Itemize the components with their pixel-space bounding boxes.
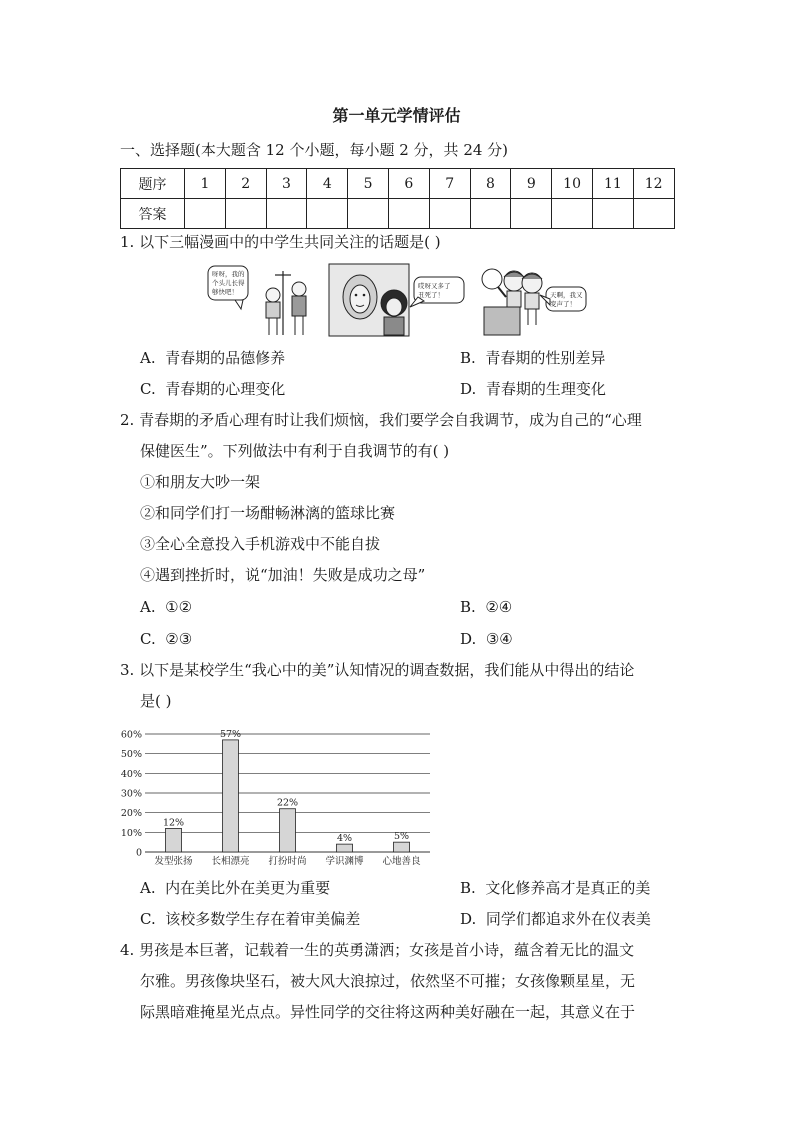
answer-cell[interactable] bbox=[388, 199, 429, 229]
answer-cell[interactable] bbox=[429, 199, 470, 229]
table-number-cell: 1 bbox=[185, 169, 226, 199]
answer-table bbox=[120, 168, 675, 229]
q3-option-c[interactable] bbox=[140, 908, 360, 930]
chart-bar bbox=[280, 809, 296, 852]
option-text: 青春期的性别差异 bbox=[485, 349, 606, 367]
q1-option-b[interactable] bbox=[460, 347, 605, 369]
table-header-cell: 答案 bbox=[121, 199, 185, 229]
bubble-text: 丑死了！ bbox=[418, 291, 444, 299]
chart-data-label: 57% bbox=[219, 728, 242, 740]
chart-x-tick-label: 心地善良 bbox=[382, 856, 421, 867]
chart-x-tick-label: 发型张扬 bbox=[154, 856, 193, 867]
q3-option-d[interactable] bbox=[460, 908, 651, 930]
answer-cell[interactable] bbox=[185, 199, 226, 229]
chart-x-axis bbox=[154, 855, 421, 867]
q2-option-b[interactable] bbox=[460, 596, 512, 618]
q3-option-b[interactable] bbox=[460, 877, 650, 899]
q3-stem-line2: 是( ) bbox=[140, 692, 172, 710]
option-label: C. bbox=[140, 380, 156, 398]
table-number-cell: 6 bbox=[388, 169, 429, 199]
option-label: D. bbox=[460, 910, 477, 928]
table-number-cell: 9 bbox=[511, 169, 552, 199]
chart-y-tick-label: 60% bbox=[120, 729, 142, 741]
option-text: ②④ bbox=[485, 598, 513, 616]
option-text: 文化修养高才是真正的美 bbox=[485, 879, 651, 897]
chart-data-label: 12% bbox=[162, 817, 185, 829]
option-label: A. bbox=[140, 598, 156, 616]
answer-cell[interactable] bbox=[552, 199, 593, 229]
option-text: 内在美比外在美更为重要 bbox=[165, 879, 331, 897]
q2-item: ②和同学们打一场酣畅淋漓的篮球比赛 bbox=[140, 504, 396, 522]
table-number-cell: 12 bbox=[633, 169, 674, 199]
option-label: C. bbox=[140, 630, 156, 648]
answer-cell[interactable] bbox=[225, 199, 266, 229]
table-number-cell: 5 bbox=[348, 169, 389, 199]
answer-cell[interactable] bbox=[470, 199, 511, 229]
q3-option-a[interactable] bbox=[140, 877, 330, 899]
option-text: ②③ bbox=[165, 630, 193, 648]
q2-item: ④遇到挫折时，说“加油！失败是成功之母” bbox=[140, 566, 426, 584]
survey-bar-chart bbox=[115, 720, 435, 870]
option-label: C. bbox=[140, 910, 156, 928]
chart-x-tick-label: 学识渊博 bbox=[325, 856, 364, 867]
page-title: 第一单元学情评估 bbox=[332, 106, 461, 125]
chart-x-tick-label: 打扮时尚 bbox=[268, 856, 307, 867]
q2-item: ①和朋友大吵一架 bbox=[140, 473, 261, 491]
option-text: ③④ bbox=[485, 630, 513, 648]
option-label: B. bbox=[460, 598, 476, 616]
table-number-cell: 11 bbox=[592, 169, 633, 199]
option-text: ①② bbox=[165, 598, 193, 616]
bubble-text: 个头儿长得 bbox=[212, 279, 245, 287]
cartoon-growth-illustration bbox=[205, 263, 317, 337]
table-number-cell: 4 bbox=[307, 169, 348, 199]
chart-bar bbox=[166, 828, 182, 852]
chart-y-axis bbox=[121, 730, 142, 859]
chart-y-tick-label: 50% bbox=[120, 749, 142, 761]
bubble-text: 天啊，我又 bbox=[550, 291, 583, 299]
cartoon-voice-illustration bbox=[470, 263, 590, 337]
chart-data-label: 4% bbox=[336, 833, 353, 845]
answer-cell[interactable] bbox=[592, 199, 633, 229]
answer-cell[interactable] bbox=[266, 199, 307, 229]
section-heading: 一、选择题(本大题含 12 个小题，每小题 2 分，共 24 分) bbox=[120, 141, 509, 159]
answer-cell[interactable] bbox=[307, 199, 348, 229]
chart-bar bbox=[337, 844, 353, 852]
chart-data-label: 22% bbox=[276, 797, 299, 809]
answer-cell[interactable] bbox=[511, 199, 552, 229]
bubble-text: 哎呀又多了 bbox=[418, 282, 451, 290]
bubble-text: 呀呀，我的 bbox=[212, 270, 245, 278]
table-number-cell: 7 bbox=[429, 169, 470, 199]
option-label: A. bbox=[140, 879, 156, 897]
table-row-answers bbox=[121, 199, 675, 229]
option-text: 该校多数学生存在着审美偏差 bbox=[165, 910, 361, 928]
chart-y-tick-label: 10% bbox=[120, 827, 142, 839]
q2-item: ③全心全意投入手机游戏中不能自拔 bbox=[140, 535, 381, 553]
bubble-text: 够快吧！ bbox=[212, 288, 238, 296]
q2-stem-line1: 2. 青春期的矛盾心理有时让我们烦恼，我们要学会自我调节，成为自己的“心理 bbox=[120, 411, 642, 429]
q3-stem-line1: 3. 以下是某校学生“我心中的美”认知情况的调查数据，我们能从中得出的结论 bbox=[120, 661, 635, 679]
chart-y-tick-label: 20% bbox=[120, 808, 142, 820]
q2-option-d[interactable] bbox=[460, 628, 513, 650]
option-label: B. bbox=[460, 349, 476, 367]
table-number-cell: 2 bbox=[225, 169, 266, 199]
q1-option-d[interactable] bbox=[460, 378, 606, 400]
q2-stem-line2: 保健医生”。下列做法中有利于自我调节的有( ) bbox=[140, 442, 450, 460]
answer-cell[interactable] bbox=[633, 199, 674, 229]
bubble-text: 变声了！ bbox=[550, 300, 576, 308]
chart-bar bbox=[394, 842, 410, 852]
option-text: 青春期的生理变化 bbox=[485, 380, 606, 398]
option-label: A. bbox=[140, 349, 156, 367]
chart-y-tick-label: 30% bbox=[120, 788, 142, 800]
q2-option-c[interactable] bbox=[140, 628, 192, 650]
option-text: 青春期的品德修养 bbox=[165, 349, 286, 367]
q4-line1: 4. 男孩是本巨著，记载着一生的英勇潇洒；女孩是首小诗，蕴含着无比的温文 bbox=[120, 941, 635, 959]
option-text: 同学们都追求外在仪表美 bbox=[485, 910, 651, 928]
cartoon-mirror-illustration bbox=[328, 263, 468, 337]
option-label: B. bbox=[460, 879, 476, 897]
q1-stem: 1. 以下三幅漫画中的中学生共同关注的话题是( ) bbox=[120, 233, 441, 251]
chart-bar bbox=[223, 740, 239, 852]
chart-x-tick-label: 长相漂亮 bbox=[211, 856, 250, 867]
option-label: D. bbox=[460, 380, 477, 398]
q1-option-c[interactable] bbox=[140, 378, 285, 400]
chart-y-tick-label: 0 bbox=[135, 847, 142, 859]
table-row-numbers bbox=[121, 169, 675, 199]
chart-bars bbox=[166, 740, 410, 852]
chart-y-tick-label: 40% bbox=[120, 768, 142, 780]
answer-cell[interactable] bbox=[348, 199, 389, 229]
option-text: 青春期的心理变化 bbox=[165, 380, 286, 398]
table-number-cell: 3 bbox=[266, 169, 307, 199]
table-number-cell: 10 bbox=[552, 169, 593, 199]
table-header-cell: 题序 bbox=[121, 169, 185, 199]
chart-data-label: 5% bbox=[393, 831, 410, 843]
q2-option-a[interactable] bbox=[140, 596, 192, 618]
table-number-cell: 8 bbox=[470, 169, 511, 199]
q1-option-a[interactable] bbox=[140, 347, 285, 369]
option-label: D. bbox=[460, 630, 477, 648]
q4-line2: 尔雅。男孩像块坚石，被大风大浪掠过，依然坚不可摧；女孩像颗星星，无 bbox=[140, 972, 636, 990]
q4-line3: 际黑暗难掩星光点点。异性同学的交往将这两种美好融在一起，其意义在于 bbox=[140, 1003, 636, 1021]
